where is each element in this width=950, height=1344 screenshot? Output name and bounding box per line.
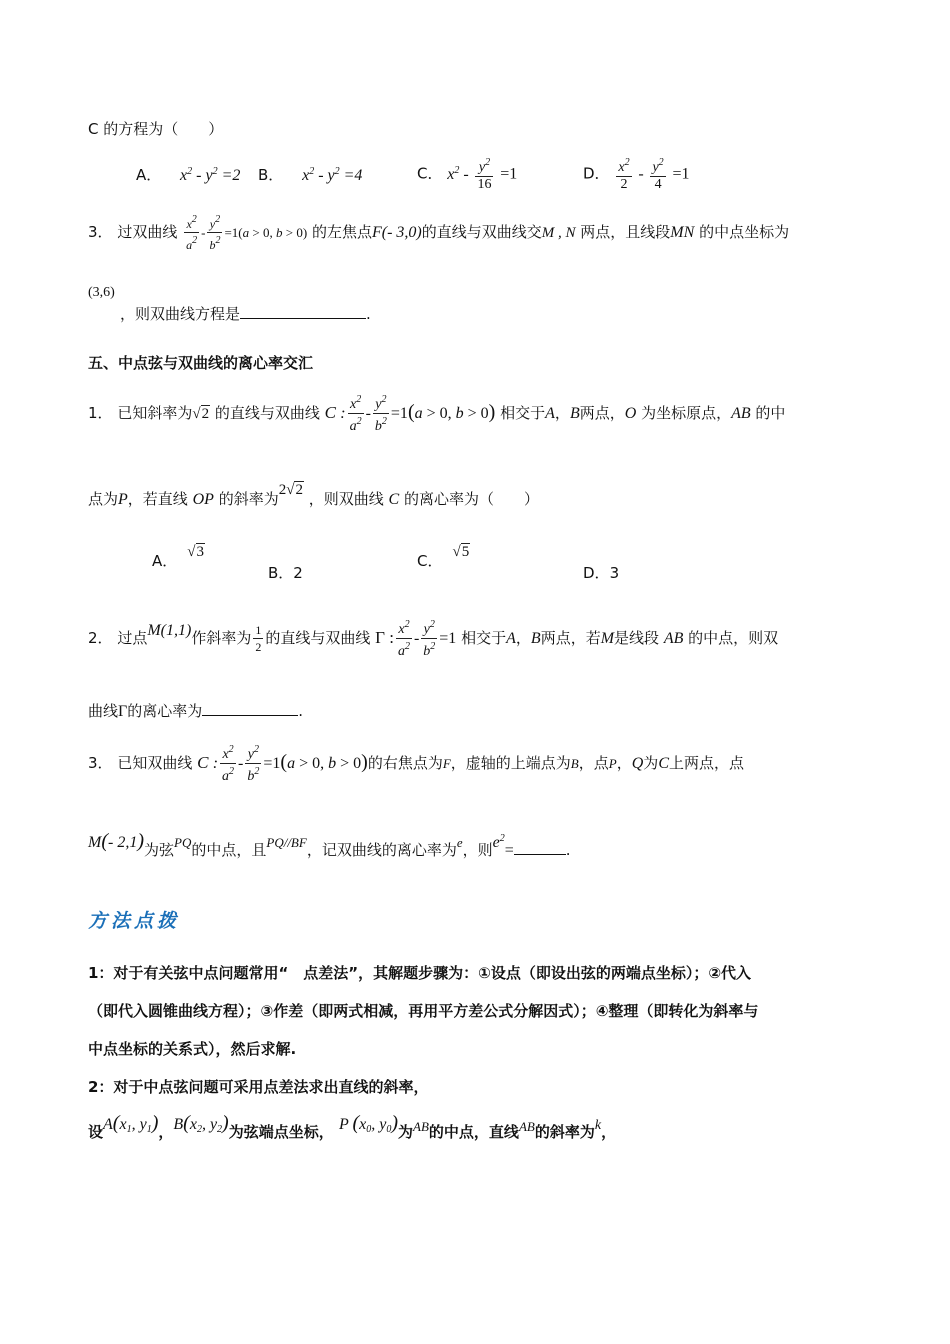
method-para-2-line-2: 设$A(x_1$, $y_1$)，$B(x_2$, $y_2$)为弦端点坐标， P ($x_0$, $y_0$)为AB的中点，直线AB的斜率为k， [88, 1112, 617, 1141]
answer-blank[interactable] [240, 304, 366, 319]
s5q1-option-b [268, 562, 303, 583]
option-d-fraction-1: $\frac{x^2}{2}$ [618, 157, 630, 192]
point-a: $A(x_1$, $y_1$) [103, 1112, 159, 1135]
point-p: P ($x_0$, $y_0$) [338, 1112, 399, 1135]
question-text: 的中点，则双 [688, 629, 779, 647]
curve-gamma: Γ : [375, 628, 394, 647]
method-text: ， [601, 1123, 617, 1141]
question-text: 过点 [117, 629, 148, 647]
question-text: 是线段 [614, 629, 660, 647]
question-text: 的中点坐标为 [699, 223, 790, 241]
slope-2sqrt2: 2√2 [278, 482, 303, 498]
question-text: ，则双曲线方程是 [120, 305, 241, 323]
midpoint-coordinate: (3,6) [88, 285, 115, 300]
question-text: 为 [643, 754, 659, 772]
question-text: ，点 [578, 754, 609, 772]
method-heading: 方法点拨 [88, 910, 181, 932]
option-b-formula: $x^2 - y^2 =4$ [302, 166, 363, 184]
question-text: ，若直线 [127, 490, 188, 508]
question-text: ，虚轴的上端点为 [450, 754, 571, 772]
option-a-formula: $x^2 - y^2 =2$ [180, 166, 241, 184]
method-para-1-line-1: 1：对于有关弦中点问题常用“ 点差法”，其解题步骤为：①设点（即设出弦的两端点坐标）；②代入 [88, 964, 752, 982]
option-b-value: 2 [293, 564, 303, 582]
s5-question-1-line1: 1． 已知斜率为√2 的直线与双曲线 C : $\frac{x^2}{a^2}$ - $\frac{y^2}{b^2}$ =1(a > 0, b > 0) 相交于A，B两点，O 为坐标原点，AB 的中 [88, 394, 786, 434]
option-c-formula: $x^2$ - [447, 164, 469, 183]
s5-question-3-line1: 3． 已知双曲线 C : $\frac{x^2}{a^2}$ - $\frac{y^2}{b^2}$ =1(a > 0, b > 0)的右焦点为F，虚轴的上端点为B，点P，Q为C上两点，点 [88, 744, 744, 784]
question-text: 的斜率为 [218, 490, 279, 508]
point-m: M(1,1) [147, 622, 192, 639]
question-text: 已知双曲线 [117, 754, 193, 772]
method-text: 的斜率为 [534, 1123, 595, 1141]
question-2-tail [88, 118, 223, 139]
s5-question-2-line2: 曲线Γ的离心率为 . [88, 702, 304, 720]
points-mn: M , N [541, 225, 576, 241]
method-text: 为弦端点坐标， [228, 1123, 334, 1141]
question-text: 作斜率为 [191, 629, 252, 647]
option-label: A． [152, 552, 178, 570]
section-5-title: 五、中点弦与双曲线的离心率交汇 [88, 354, 314, 372]
s5q1-option-c [417, 544, 470, 571]
question-text: 上两点，点 [668, 754, 744, 772]
question-text: 的离心率为 [127, 702, 203, 720]
s5-question-3-line2: M(- 2,1)为弦PQ的中点，且PQ//BF，记双曲线的离心率为e，则$e^2=$ . [88, 830, 571, 859]
option-a-value: √3 [187, 544, 204, 560]
question-text: 的离心率为（ ） [403, 490, 539, 508]
question-3-line2 [120, 303, 371, 324]
question-3-line1: 3． 过双曲线 $\frac{x^2}{a^2}$ - $\frac{y^2}{b^2}$ =1(a > 0, b > 0) 的左焦点F(- 3,0)的直线与双曲线交M , N 两点，且线段MN 的中点坐标为 [88, 214, 790, 252]
question-text: . [366, 305, 371, 323]
curve-c: C : [197, 753, 219, 772]
option-c-fraction: $\frac{y^2}{16}$ [477, 157, 492, 192]
question-text: ，则 [462, 841, 493, 859]
option-label: D． [583, 564, 610, 582]
option-label: D． [583, 164, 610, 183]
question-text: 相交于 [500, 404, 546, 422]
question-text: 两点，若 [540, 629, 601, 647]
equation-fraction-x: $\frac{x^2}{a^2}$ [186, 214, 198, 252]
option-label: A． [136, 166, 162, 184]
option-c-value: √5 [452, 544, 470, 560]
sqrt-2: √2 [192, 406, 210, 422]
question-number: 1． [88, 404, 113, 422]
question-text: ，记双曲线的离心率为 [306, 841, 457, 859]
question-text: . [565, 841, 571, 859]
question-text: 的中点，且 [191, 841, 267, 859]
s5q1-option-d [583, 562, 619, 583]
question-text: 过双曲线 [117, 223, 178, 241]
equation-fraction-x: $\frac{x^2}{a^2}$ [349, 394, 362, 434]
equals-sign: = [504, 842, 514, 859]
question-2-tail-text: C 的方程为（ ） [88, 120, 224, 138]
curve-c: C : [324, 403, 346, 422]
question-number: 3． [88, 754, 113, 772]
equation-fraction-x: $\frac{x^2}{a^2}$ [397, 619, 410, 659]
method-text: 设 [88, 1123, 104, 1141]
answer-blank[interactable] [514, 840, 566, 855]
question-text: 已知斜率为 [117, 404, 193, 422]
question-text: 的中 [755, 404, 786, 422]
question-text: 相交于 [461, 629, 507, 647]
equation-fraction-y: $\frac{y^2}{b^2}$ [423, 619, 436, 659]
segment-mn: MN [670, 224, 695, 241]
s5-question-1-line2: 点为P，若直线 OP 的斜率为2√2 ，则双曲线 C 的离心率为（ ） [88, 482, 539, 508]
focus-point: F(- 3,0) [371, 224, 422, 241]
question-text: 的右焦点为 [367, 754, 443, 772]
option-label: B． [258, 166, 284, 184]
option-d-fraction-2: $\frac{y^2}{4}$ [652, 157, 664, 192]
question-number: 2． [88, 629, 113, 647]
equation-fraction-x: $\frac{x^2}{a^2}$ [222, 744, 235, 784]
question-text: 两点，且线段 [580, 223, 671, 241]
point-m: M(- 2,1) [88, 830, 144, 852]
method-text: 为 [398, 1123, 414, 1141]
option-label: B． [268, 564, 294, 582]
method-para-1-line-2: （即代入圆锥曲线方程）；③作差（即两式相减，再用平方差公式分解因式）；④整理（即转化为斜率与 [88, 1002, 759, 1020]
equation-fraction-y: $\frac{y^2}{b^2}$ [209, 214, 221, 252]
method-text: 的中点，直线 [428, 1123, 519, 1141]
question-text: . [298, 702, 304, 720]
question-text: 的直线与双曲线 [265, 629, 371, 647]
question-text: 的左焦点 [311, 223, 372, 241]
equation-fraction-y: $\frac{y^2}{b^2}$ [247, 744, 260, 784]
q2-option-d: D． $\frac{x^2}{2}$ - $\frac{y^2}{4}$ =1 [583, 157, 690, 192]
question-text: 为坐标原点， [641, 404, 732, 422]
question-text: ， [616, 754, 632, 772]
q2-option-c: C． $x^2$ - $\frac{y^2}{16}$ =1 [417, 157, 518, 192]
question-text: 两点， [579, 404, 625, 422]
slope-half: $\frac{1}{2}$ [255, 623, 262, 654]
method-text: ， [158, 1123, 174, 1141]
answer-blank[interactable] [202, 701, 298, 716]
question-text: ，则双曲线 [308, 490, 384, 508]
question-text: 的直线与双曲线交 [421, 223, 542, 241]
question-number: 3． [88, 223, 113, 241]
question-text: 为弦 [144, 841, 175, 859]
point-b: $B(x_2$, $y_2$) [173, 1112, 229, 1135]
option-d-value: 3 [609, 564, 620, 582]
q2-option-b [258, 164, 362, 185]
question-text: 曲线 [88, 702, 119, 720]
option-label: C． [417, 164, 443, 183]
question-text: 点为 [88, 490, 119, 508]
option-label: C． [417, 552, 443, 570]
s5-question-2-line1: 2． 过点M(1,1)作斜率为 $\frac{1}{2}$ 的直线与双曲线 Γ : $\frac{x^2}{a^2}$ - $\frac{y^2}{b^2}$ =1 相交于A，B两点，若M是线段 AB 的中点，则双 [88, 619, 779, 659]
question-text: 的直线与双曲线 [214, 404, 320, 422]
equation-fraction-y: $\frac{y^2}{b^2}$ [374, 394, 387, 434]
method-para-2-line-1: 2：对于中点弦问题可采用点差法求出直线的斜率， [88, 1078, 429, 1096]
q2-option-a [136, 164, 240, 185]
s5q1-option-a [152, 544, 205, 571]
method-para-1-line-3: 中点坐标的关系式），然后求解. [88, 1040, 297, 1058]
